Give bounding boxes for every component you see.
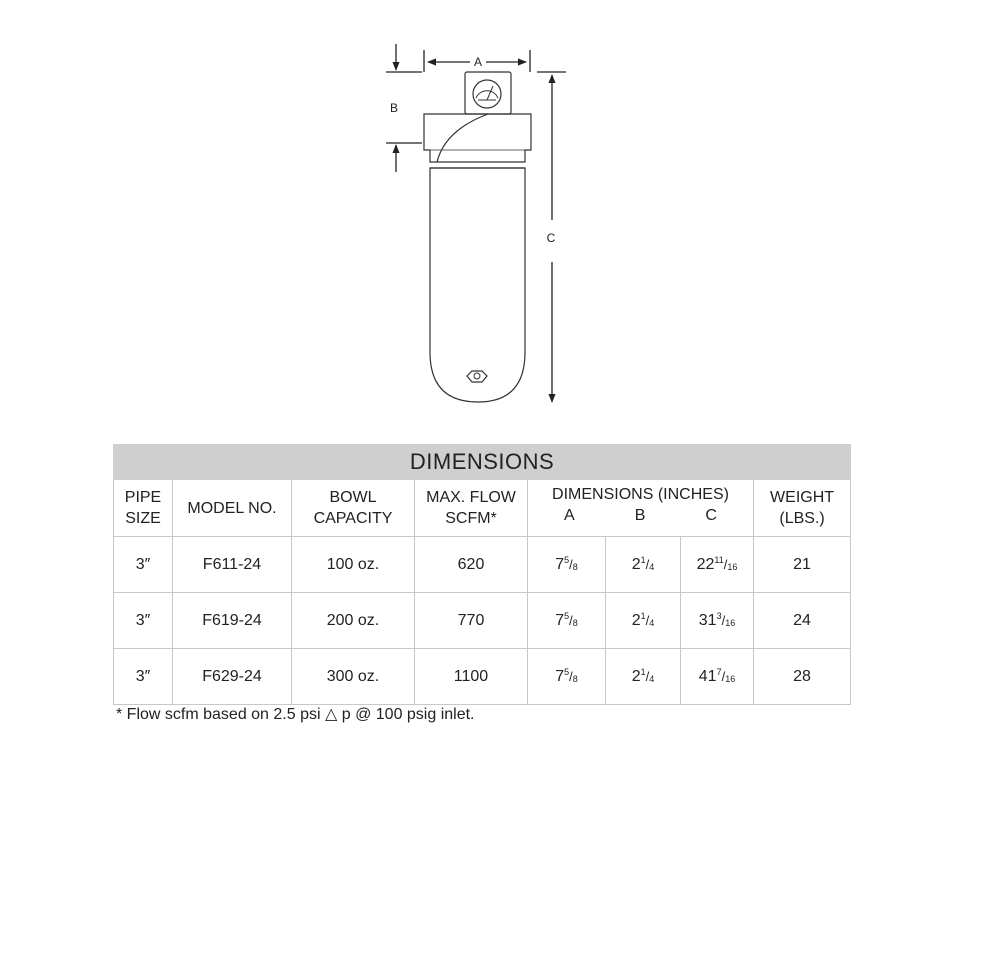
- cell-dim-c: $41^7/_{16}$: [681, 649, 754, 705]
- filter-head: [424, 114, 531, 162]
- cell-model-no: F629-24: [173, 649, 292, 705]
- cell-weight: 24: [754, 593, 851, 649]
- cell-weight: 21: [754, 537, 851, 593]
- header-weight: WEIGHT (LBS.): [754, 480, 851, 537]
- gauge-dial: [473, 80, 501, 108]
- header-bowl-capacity: BOWL CAPACITY: [292, 480, 415, 537]
- cell-dim-b: $2^1/_4$: [606, 649, 681, 705]
- cell-weight: 28: [754, 649, 851, 705]
- cell-pipe-size: 3″: [114, 537, 173, 593]
- header-pipe-size: PIPE SIZE: [114, 480, 173, 537]
- cell-pipe-size: 3″: [114, 649, 173, 705]
- cell-max-flow: 770: [415, 593, 528, 649]
- cell-model-no: F619-24: [173, 593, 292, 649]
- table-row: [114, 537, 851, 593]
- flow-footnote: * Flow scfm based on 2.5 psi △ p @ 100 psig inlet.: [116, 706, 475, 723]
- cell-dim-c: $22^{11}/_{16}$: [681, 537, 754, 593]
- header-dim-b: B: [634, 507, 646, 524]
- cell-dim-a: $7^5/_8$: [528, 649, 606, 705]
- cell-max-flow: 1100: [415, 649, 528, 705]
- dimension-label-b: B: [389, 101, 399, 115]
- header-model-no: MODEL NO.: [173, 480, 292, 537]
- dimension-label-a: A: [473, 55, 483, 69]
- cell-bowl-capacity: 100 oz.: [292, 537, 415, 593]
- dimensions-table: [113, 444, 851, 705]
- table-title: DIMENSIONS: [114, 445, 851, 480]
- cell-bowl-capacity: 300 oz.: [292, 649, 415, 705]
- header-dimensions: DIMENSIONS (INCHES) A B C: [528, 480, 754, 537]
- filter-bowl: [430, 168, 525, 402]
- gauge-needle: [476, 86, 498, 100]
- cell-bowl-capacity: 200 oz.: [292, 593, 415, 649]
- dimension-label-c: C: [546, 231, 556, 245]
- cell-dim-a: $7^5/_8$: [528, 593, 606, 649]
- header-max-flow: MAX. FLOW SCFM*: [415, 480, 528, 537]
- cell-dim-c: $31^3/_{16}$: [681, 593, 754, 649]
- filter-dimension-diagram: [370, 40, 580, 410]
- cell-dim-b: $2^1/_4$: [606, 537, 681, 593]
- table-row: [114, 593, 851, 649]
- header-dim-a: A: [564, 507, 575, 524]
- cell-dim-a: $7^5/_8$: [528, 537, 606, 593]
- cell-model-no: F611-24: [173, 537, 292, 593]
- table-row: [114, 649, 851, 705]
- header-dim-c: C: [705, 507, 717, 524]
- cell-dim-b: $2^1/_4$: [606, 593, 681, 649]
- cell-pipe-size: 3″: [114, 593, 173, 649]
- cell-max-flow: 620: [415, 537, 528, 593]
